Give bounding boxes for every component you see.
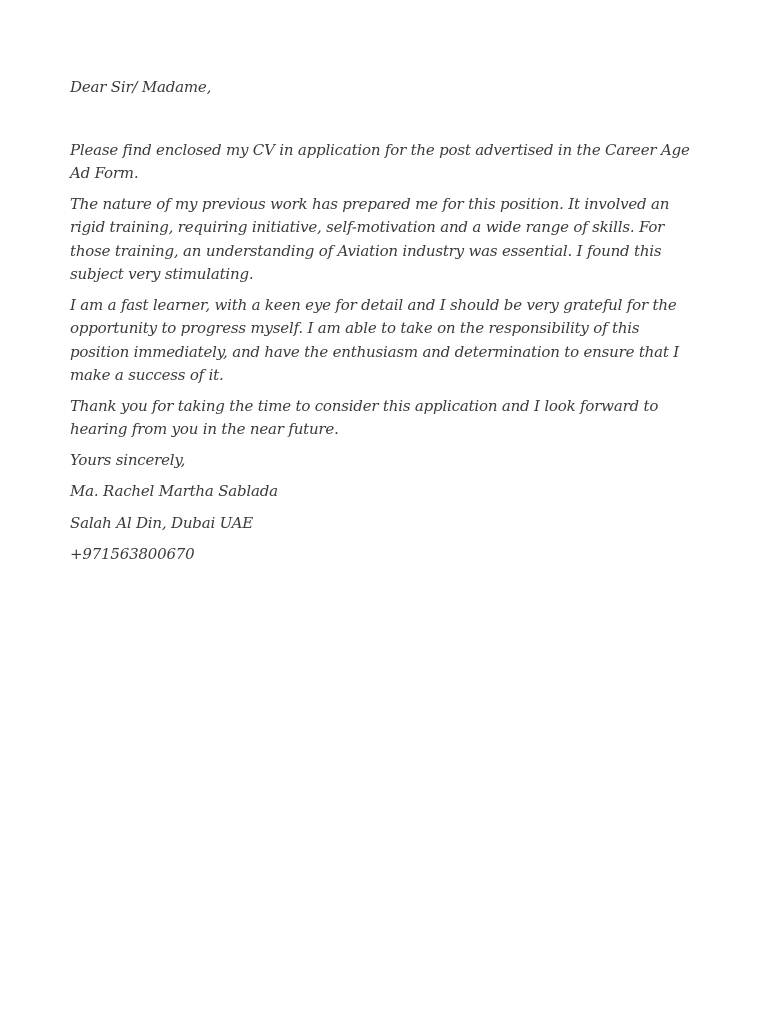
sign-off: Yours sincerely, [70, 450, 186, 469]
sender-name: Ma. Rachel Martha Sablada [70, 482, 278, 500]
salutation: Dear Sir/ Madame, [70, 78, 212, 96]
paragraph-experience: The nature of my previous work has prepared me for this position. It involved an rigid training, requiring initiative, self-motivation and a wide range of skills. For those training, an understanding of Aviation industry was essential. I found this subject very stimulating. [70, 194, 670, 283]
paragraph-thanks: Thank you for taking the time to consider this application and I look forward to hearing from you in the near future. [70, 396, 659, 438]
cover-letter [70, 76, 702, 575]
paragraph-qualities: I am a fast learner, with a keen eye for detail and I should be very grateful for the opportunity to progress myself. I am able to take on the responsibility of this position immediately, and have the enthusiasm and determination to ensure that I make a success of it. [70, 295, 679, 384]
paragraph-application: Please find enclosed my CV in application for the post advertised in the Career Age Ad Form. [70, 140, 690, 182]
sender-address: Salah Al Din, Dubai UAE [70, 513, 253, 532]
sender-phone: +971563800670 [70, 545, 195, 563]
